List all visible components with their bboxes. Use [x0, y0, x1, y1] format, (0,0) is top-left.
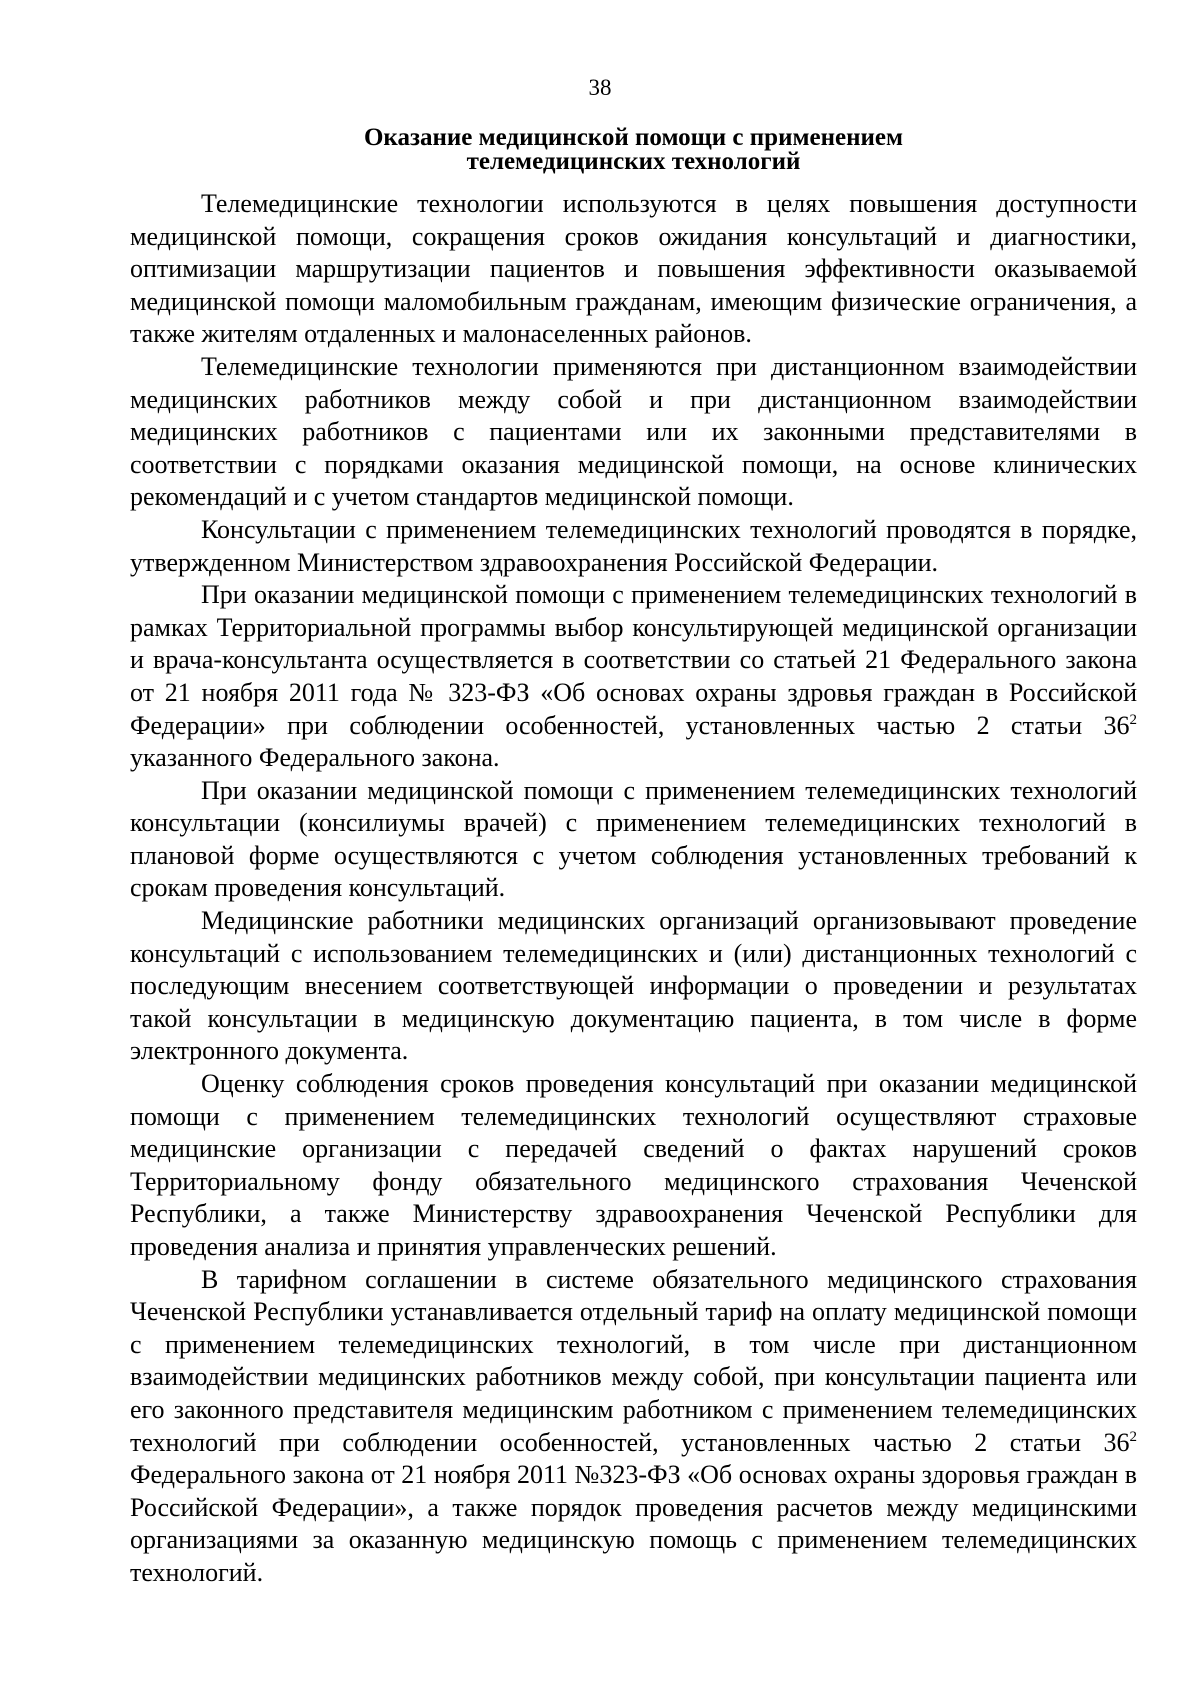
superscript-2: 2 [1129, 711, 1137, 728]
section-title-line-1: Оказание медицинской помощи с применением [363, 124, 904, 151]
paragraph-planned-consultations: При оказании медицинской помощи с применением телемедицинских технологий консультации (консилиумы врачей) с применением телемедицинских технологий в плановой форме осуществляются с учетом соблюдения установленных требований к срокам проведения консультаций. [130, 775, 1137, 903]
superscript-2: 2 [1129, 1428, 1137, 1445]
paragraph-telemedicine-application: Телемедицинские технологии применяются при дистанционном взаимодействии медицинских работников между собой и при дистанционном взаимодействии медицинских работников с пациентами или их законными представителями в соответствии с порядками оказания медицинской помощи, на основе клинических рекомендаций и с учетом стандартов медицинской помощи. [130, 351, 1137, 512]
section-title [130, 126, 1137, 174]
paragraph-consultation-procedure: Консультации с применением телемедицинских технологий проводятся в порядке, утвержденном Министерством здравоохранения Российской Федерации. [130, 514, 1137, 577]
paragraph-medical-documentation: Медицинские работники медицинских организаций организовывают проведение консультаций с использованием телемедицинских и (или) дистанционных технологий с последующим внесением соответствующей информации о проведении и результатах такой консультации в медицинскую документацию пациента, в том числе в форме электронного документа. [130, 906, 1137, 1066]
paragraph-deadline-monitoring: Оценку соблюдения сроков проведения консультаций при оказании медицинской помощи с применением телемедицинских технологий осуществляют страховые медицинские организации с передачей сведений о фактах нарушений сроков Территориальному фонду обязательного медицинского страхования Чеченской Республики, а также Министерству здравоохранения Чеченской Республики для проведения анализа и принятия управленческих решений. [130, 1069, 1137, 1261]
page-number: 38 [588, 75, 612, 100]
document-body [130, 188, 1137, 1590]
paragraph-consultant-choice-end: указанного Федерального закона. [130, 743, 500, 773]
paragraph-tariff-agreement [130, 1264, 1137, 1590]
paragraph-consultant-choice [130, 579, 1137, 775]
section-title-line-2: телемедицинских технологий [466, 148, 801, 175]
paragraph-tariff-agreement-text: В тарифном соглашении в системе обязательного медицинского страхования Чеченской Республики устанавливается отдельный тариф на оплату медицинской помощи с применением телемедицинских технологий, в том числе при дистанционном взаимодействии медицинских работников между собой, при консультации пациента или его законного представителя медицинским работником с применением телемедицинских технологий при соблюдении особенностей, установленных частью 2 статьи 36 [130, 1264, 1137, 1457]
paragraph-consultant-choice-text: При оказании медицинской помощи с применением телемедицинских технологий в рамках Территориальной программы выбор консультирующей медицинской организации и врача-консультанта осуществляется в соответствии со статьей 21 Федерального закона от 21 ноября 2011 года № 323-ФЗ «Об основах охраны здровья граждан в Российской Федерации» при соблюдении особенностей, установленных частью 2 статьи 36 [130, 580, 1137, 740]
paragraph-tariff-agreement-end: Федерального закона от 21 ноября 2011 №323-ФЗ «Об основах охраны здоровья граждан в Российской Федерации», а также порядок проведения расчетов между медицинскими организациями за оказанную медицинскую помощь с применением телемедицинских технологий. [130, 1460, 1137, 1587]
paragraph-telemedicine-purpose: Телемедицинские технологии используются в целях повышения доступности медицинской помощи, сокращения сроков ожидания консультаций и диагностики, оптимизации маршрутизации пациентов и повышения эффективности оказываемой медицинской помощи маломобильным гражданам, имеющим физические ограничения, а также жителям отдаленных и малонаселенных районов. [130, 189, 1137, 349]
